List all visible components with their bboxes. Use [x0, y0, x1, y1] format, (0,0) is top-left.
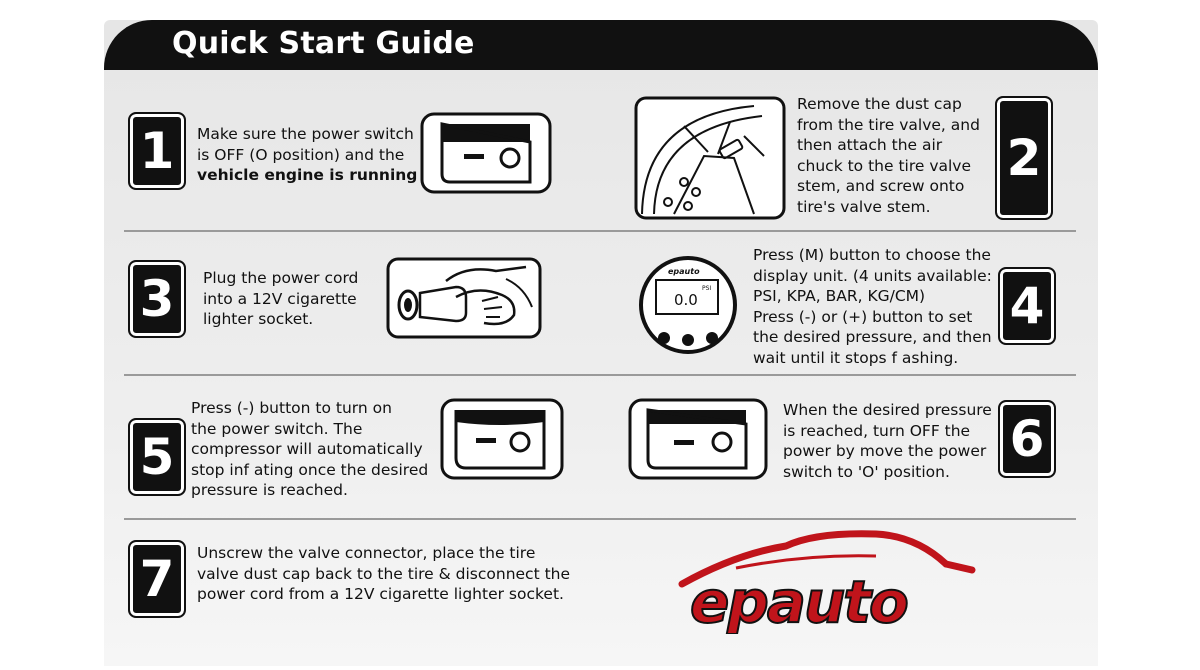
step-7-line: power cord from a 12V cigarette lighter socket. — [197, 585, 564, 603]
power-switch-on-illustration — [440, 398, 564, 480]
step-6-line: power by move the power — [783, 442, 987, 460]
guide-title: Quick Start Guide — [172, 26, 475, 61]
step-2-line: stem, and screw onto — [797, 177, 965, 195]
tire-valve-illustration — [634, 96, 786, 220]
step-2-line: from the tire valve, and — [797, 115, 980, 134]
step-4-line: the desired pressure, and then — [753, 328, 992, 346]
step-1-text — [197, 124, 417, 186]
step-2-line: chuck to the tire valve — [797, 156, 972, 175]
step-6-line: When the desired pressure — [783, 401, 992, 419]
step-2-line: Remove the dust cap — [797, 95, 962, 113]
row-divider — [124, 374, 1076, 376]
step-4-text — [753, 245, 992, 368]
step-number: 4 — [998, 267, 1056, 345]
guide-header — [104, 20, 1098, 70]
step-6-line: switch to 'O' position. — [783, 462, 950, 481]
step-4-line: display unit. (4 units available: — [753, 266, 992, 285]
row-divider — [124, 518, 1076, 520]
step-3-line: into a 12V cigarette — [203, 289, 357, 308]
step-5-line: pressure is reached. — [191, 481, 348, 499]
epauto-logo — [676, 524, 986, 634]
step-number: 6 — [998, 400, 1056, 478]
step-2-line: tire's valve stem. — [797, 197, 931, 216]
pressure-gauge-illustration — [638, 250, 738, 360]
step-number: 3 — [128, 260, 186, 338]
cigarette-lighter-plug-illustration — [386, 257, 542, 339]
step-3-line: Plug the power cord — [203, 269, 359, 287]
step-4-line: Press (M) button to choose the — [753, 246, 991, 264]
step-6-line: is reached, turn OFF the — [783, 421, 971, 440]
step-5-line: Press (-) button to turn on — [191, 399, 392, 417]
step-4-line: PSI, KPA, BAR, KG/CM) — [753, 287, 926, 305]
step-6-text — [783, 400, 992, 482]
step-4-line: wait until it stops f ashing. — [753, 348, 959, 367]
step-2-line: then attach the air — [797, 136, 943, 154]
step-1-line: Make sure the power switch — [197, 125, 414, 143]
step-5-line: the power switch. The — [191, 419, 363, 438]
step-7-line: Unscrew the valve connector, place the tire — [197, 544, 536, 562]
step-1-line: is OFF (O position) and the — [197, 145, 405, 164]
logo-text: epauto — [690, 568, 907, 634]
svg-text:epauto: epauto — [668, 267, 700, 276]
step-4-line: Press (-) or (+) button to set — [753, 307, 973, 326]
step-number: 5 — [128, 418, 186, 496]
power-switch-off-illustration — [628, 398, 768, 480]
row-divider — [124, 230, 1076, 232]
step-7-line: valve dust cap back to the tire & disconnect the — [197, 564, 571, 583]
step-number: 2 — [995, 96, 1053, 220]
step-3-text — [203, 268, 358, 330]
step-5-text — [191, 398, 428, 501]
step-5-line: stop inf ating once the desired — [191, 460, 429, 479]
step-3-line: lighter socket. — [203, 310, 314, 328]
step-5-line: compressor will automatically — [191, 440, 423, 458]
step-7-text — [197, 543, 570, 605]
gauge-unit: PSI — [702, 285, 712, 292]
step-number: 7 — [128, 540, 186, 618]
step-1-line: vehicle engine is running — [197, 166, 418, 184]
power-switch-off-illustration — [420, 112, 552, 194]
step-number: 1 — [128, 112, 186, 190]
gauge-reading: 0.0 — [674, 291, 698, 309]
step-2-text — [797, 94, 980, 217]
